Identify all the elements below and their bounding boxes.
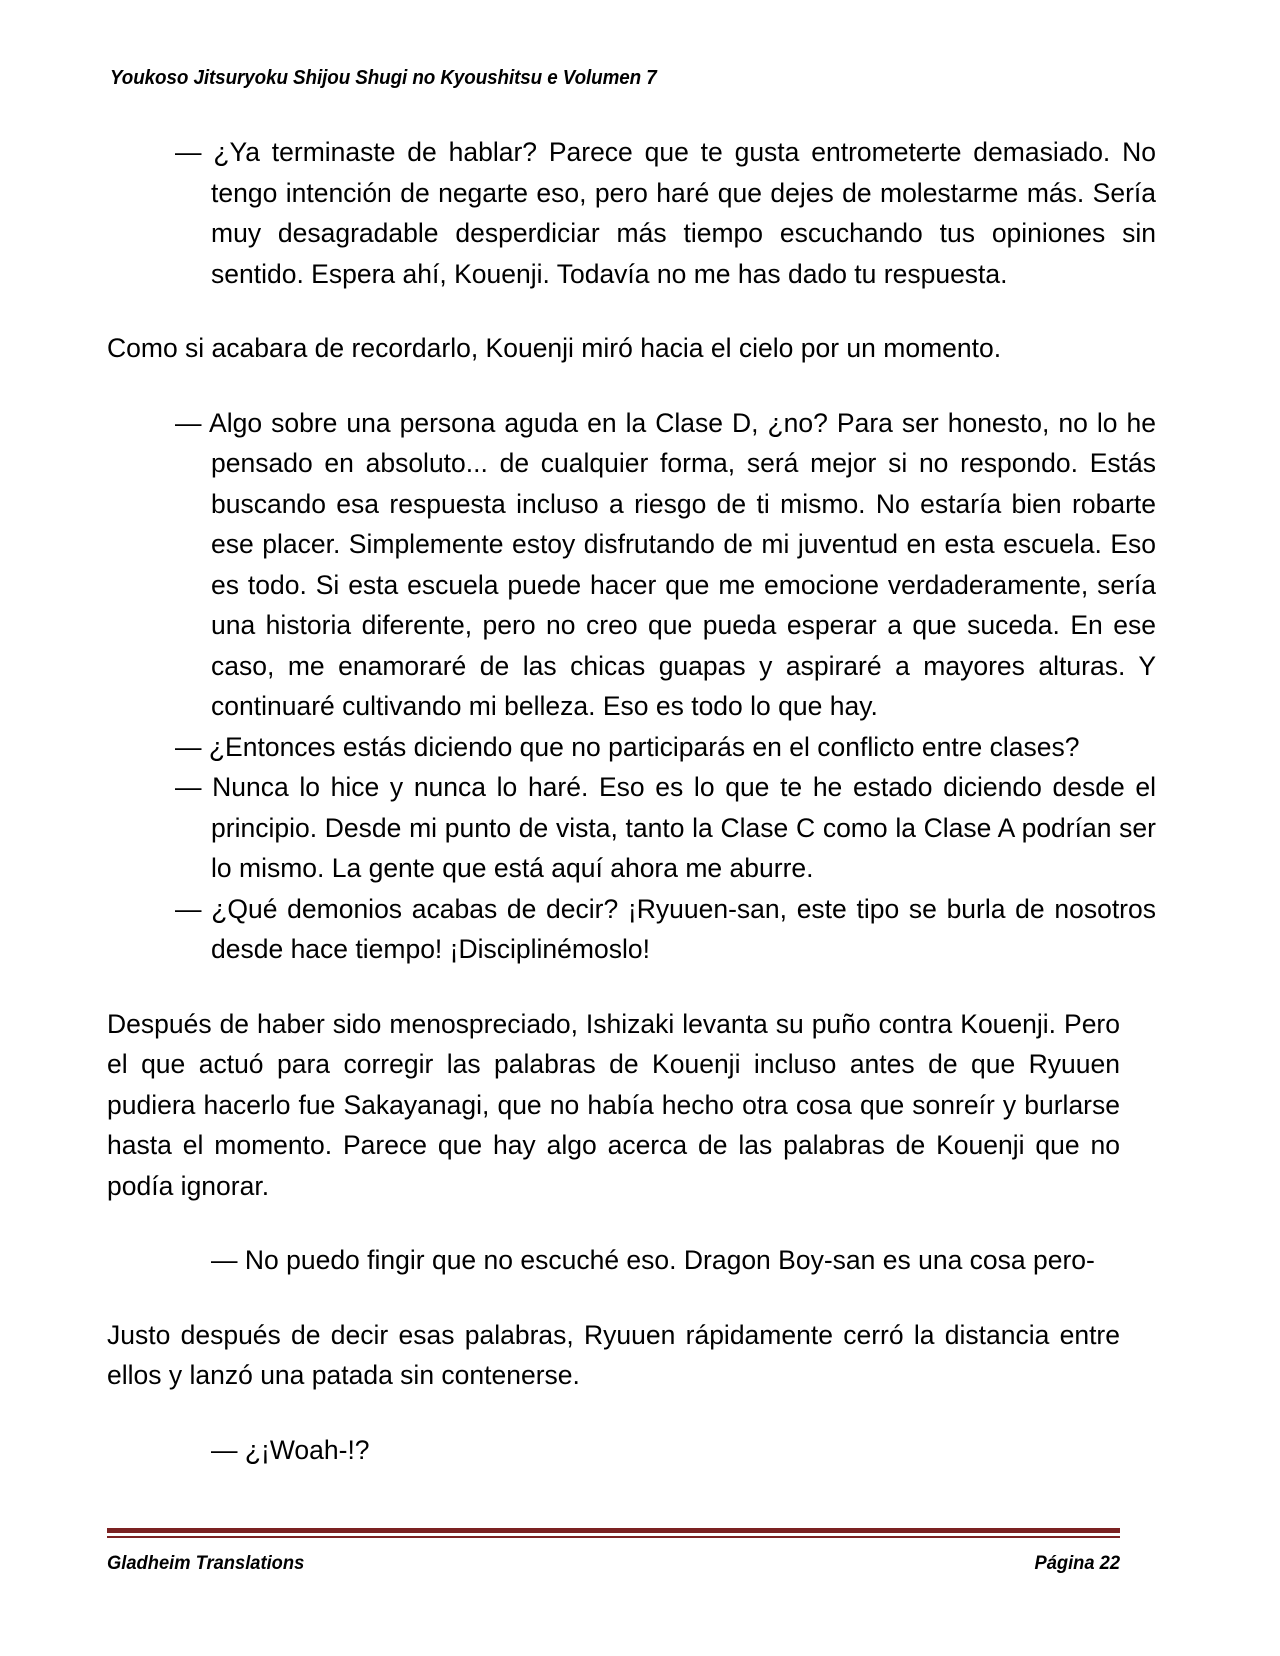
dialogue-paragraph: — ¿¡Woah-!? xyxy=(211,1434,370,1465)
dialogue-paragraph: — Algo sobre una persona aguda en la Clase D, ¿no? Para ser honesto, no lo he pensado en absoluto... de cualquier forma, será mejor si no respondo. Estás buscando esa respuesta incluso a riesgo de ti mismo. No estaría bien robarte ese placer. Simplemente estoy disfrutando de mi juventud en esta escuela. Eso es todo. Si esta escuela puede hacer que me emocione verdaderamente, sería una historia diferente, pero no creo que pueda esperar a que suceda. En ese caso, me enamoraré de las chicas guapas y aspiraré a mayores alturas. Y continuaré cultivando mi belleza. Eso es todo lo que hay. xyxy=(175,407,1156,721)
narration-paragraph: Como si acabara de recordarlo, Kouenji miró hacia el cielo por un momento. xyxy=(107,333,1002,363)
dialogue-paragraph: — ¿Ya terminaste de hablar? Parece que te gusta entrometerte demasiado. No tengo intención de negarte eso, pero haré que dejes de molestarme más. Sería muy desagradable desperdiciar más tiempo escuchando tus opiniones sin sentido. Espera ahí, Kouenji. Todavía no me has dado tu respuesta. xyxy=(175,137,1156,289)
translator-credit: Gladheim Translations xyxy=(107,1552,305,1574)
paragraph-spacer xyxy=(107,1396,1120,1430)
page-header xyxy=(110,66,1170,90)
paragraph-spacer xyxy=(107,1206,1120,1240)
dialogue-paragraph: — ¿Qué demonios acabas de decir? ¡Ryuuen-san, este tipo se burla de nosotros desde hace tiempo! ¡Disciplinémoslo! xyxy=(175,893,1156,964)
page-body xyxy=(107,132,1156,1470)
page-number: Página 22 xyxy=(1034,1552,1120,1574)
dialogue-paragraph: — Nunca lo hice y nunca lo haré. Eso es lo que te he estado diciendo desde el principio. Desde mi punto de vista, tanto la Clase C como la Clase A podrían ser lo mismo. La gente que está aquí ahora me aburre. xyxy=(175,772,1156,883)
page-footer xyxy=(107,1528,1120,1575)
footer-rule-thin xyxy=(107,1536,1120,1538)
narration-paragraph: Después de haber sido menospreciado, Ishizaki levanta su puño contra Kouenji. Pero el que actuó para corregir las palabras de Kouenji incluso antes de que Ryuuen pudiera hacerlo fue Sakayanagi, que no había hecho otra cosa que sonreír y burlarse hasta el momento. Parece que hay algo acerca de las palabras de Kouenji que no podía ignorar. xyxy=(107,1008,1120,1201)
paragraph-spacer xyxy=(107,970,1120,1004)
book-title: Youkoso Jitsuryoku Shijou Shugi no Kyoushitsu e Volumen 7 xyxy=(110,66,657,89)
footer-row xyxy=(107,1552,1120,1575)
paragraph-spacer xyxy=(107,369,1120,403)
paragraph-spacer xyxy=(107,294,1120,328)
dialogue-paragraph: — No puedo fingir que no escuché eso. Dragon Boy-san es una cosa pero- xyxy=(211,1245,1095,1275)
paragraph-spacer xyxy=(107,1281,1120,1315)
dialogue-paragraph: — ¿Entonces estás diciendo que no participarás en el conflicto entre clases? xyxy=(175,731,1080,762)
narration-paragraph: Justo después de decir esas palabras, Ryuuen rápidamente cerró la distancia entre ellos y lanzó una patada sin contenerse. xyxy=(107,1319,1120,1390)
